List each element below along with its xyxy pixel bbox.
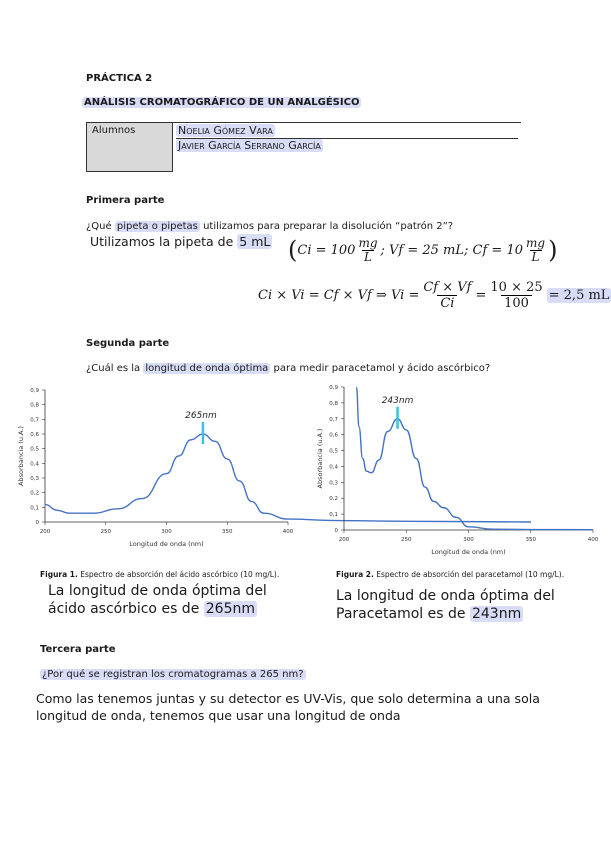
y-tick-label: 0,9 (30, 388, 39, 394)
peak-annotation: 265nm (185, 411, 217, 421)
x-tick-label: 250 (401, 537, 412, 543)
x-axis-label: Longitud de onda (nm) (129, 540, 204, 548)
practice-title (82, 97, 361, 108)
x-tick-label: 300 (161, 529, 172, 535)
part3-heading: Tercera parte (40, 644, 116, 655)
student-name: Noelia Gómez Vara (178, 124, 273, 137)
y-tick-label: 0,3 (329, 480, 338, 487)
y-tick-label: 0,9 (329, 385, 338, 391)
practice-number: PRÁCTICA 2 (86, 73, 153, 84)
y-tick-label: 0,8 (329, 400, 338, 407)
y-tick-label: 0,4 (30, 461, 39, 468)
y-tick-label: 0,2 (30, 490, 39, 497)
part3-question: ¿Por qué se registran los cromatogramas a 265 nm? (42, 669, 304, 680)
part1-answer: Utilizamos la pipeta de 5 mL (90, 234, 271, 249)
chart-ascorbic-acid (10, 382, 295, 557)
y-tick-label: 0,1 (30, 505, 39, 512)
y-tick-label: 0,5 (329, 448, 338, 455)
y-tick-label: 0,2 (329, 496, 338, 503)
students-label: Alumnos (87, 123, 173, 172)
series-line (356, 387, 593, 530)
chart-paracetamol (300, 382, 598, 557)
figure1-caption: Figura 1. Espectro de absorción del ácido ascórbico (10 mg/L). (40, 570, 280, 579)
x-axis-label: Longitud de onda (nm) (431, 548, 506, 556)
x-tick-label: 400 (587, 537, 599, 543)
y-axis-label: Absorbancia (u.A.) (316, 428, 324, 489)
x-tick-label: 350 (222, 529, 233, 535)
part1-heading: Primera parte (86, 195, 165, 206)
x-tick-label: 300 (463, 537, 474, 543)
y-tick-label: 0 (334, 528, 338, 534)
x-tick-label: 200 (39, 529, 51, 535)
answer-paracetamol: La longitud de onda óptima del Paracetamol es de 243nm (336, 588, 555, 622)
equation-volume: Ci × Vi = Cf × Vf ⇒ Vi = $\frac{Cf \times Vf}{Ci}$ = $\frac{10 \times 25}{100}$ = 2,5 mL (258, 280, 610, 311)
y-tick-label: 0,4 (329, 464, 338, 471)
y-tick-label: 0,8 (30, 402, 39, 409)
equation-concentrations: ( Ci = 100 mg L ; Vf = 25 mL; Cf = 10 mg L ) (288, 235, 558, 264)
y-tick-label: 0,6 (30, 432, 39, 438)
title-highlight: ANÁLISIS CROMATOGRÁFICO DE UN ANALGÉSICO (84, 97, 360, 108)
y-tick-label: 0,3 (30, 476, 39, 482)
students-table (86, 122, 521, 172)
y-tick-label: 0,1 (329, 512, 338, 519)
x-tick-label: 350 (525, 537, 536, 543)
students-names (173, 123, 522, 172)
part3-answer: Como las tenemos juntas y su detector es UV-Vis, que solo determina a una sola longitud de onda, tenemos que usar una longitud de onda (36, 691, 540, 723)
y-tick-label: 0,7 (30, 417, 39, 424)
x-tick-label: 250 (100, 529, 111, 535)
part2-question: ¿Cuál es la longitud de onda óptima para medir paracetamol y ácido ascórbico? (86, 363, 491, 374)
y-tick-label: 0,5 (30, 446, 39, 453)
x-tick-label: 400 (282, 529, 294, 535)
student-name: Javier García Serrano García (178, 139, 321, 152)
x-tick-label: 200 (338, 537, 350, 543)
answer-ascorbic: La longitud de onda óptima del ácido ascórbico es de 265nm (48, 583, 267, 617)
y-tick-label: 0 (35, 520, 39, 526)
part2-heading: Segunda parte (86, 338, 170, 349)
y-axis-label: Absorbancia (u.A.) (17, 426, 25, 486)
part1-question: ¿Qué pipeta o pipetas utilizamos para preparar la disolución “patrón 2”? (86, 221, 454, 232)
y-tick-label: 0,6 (329, 432, 338, 439)
peak-annotation: 243nm (381, 395, 414, 406)
figure2-caption: Figura 2. Espectro de absorción del paracetamol (10 mg/L). (336, 570, 565, 579)
y-tick-label: 0,7 (329, 416, 338, 423)
